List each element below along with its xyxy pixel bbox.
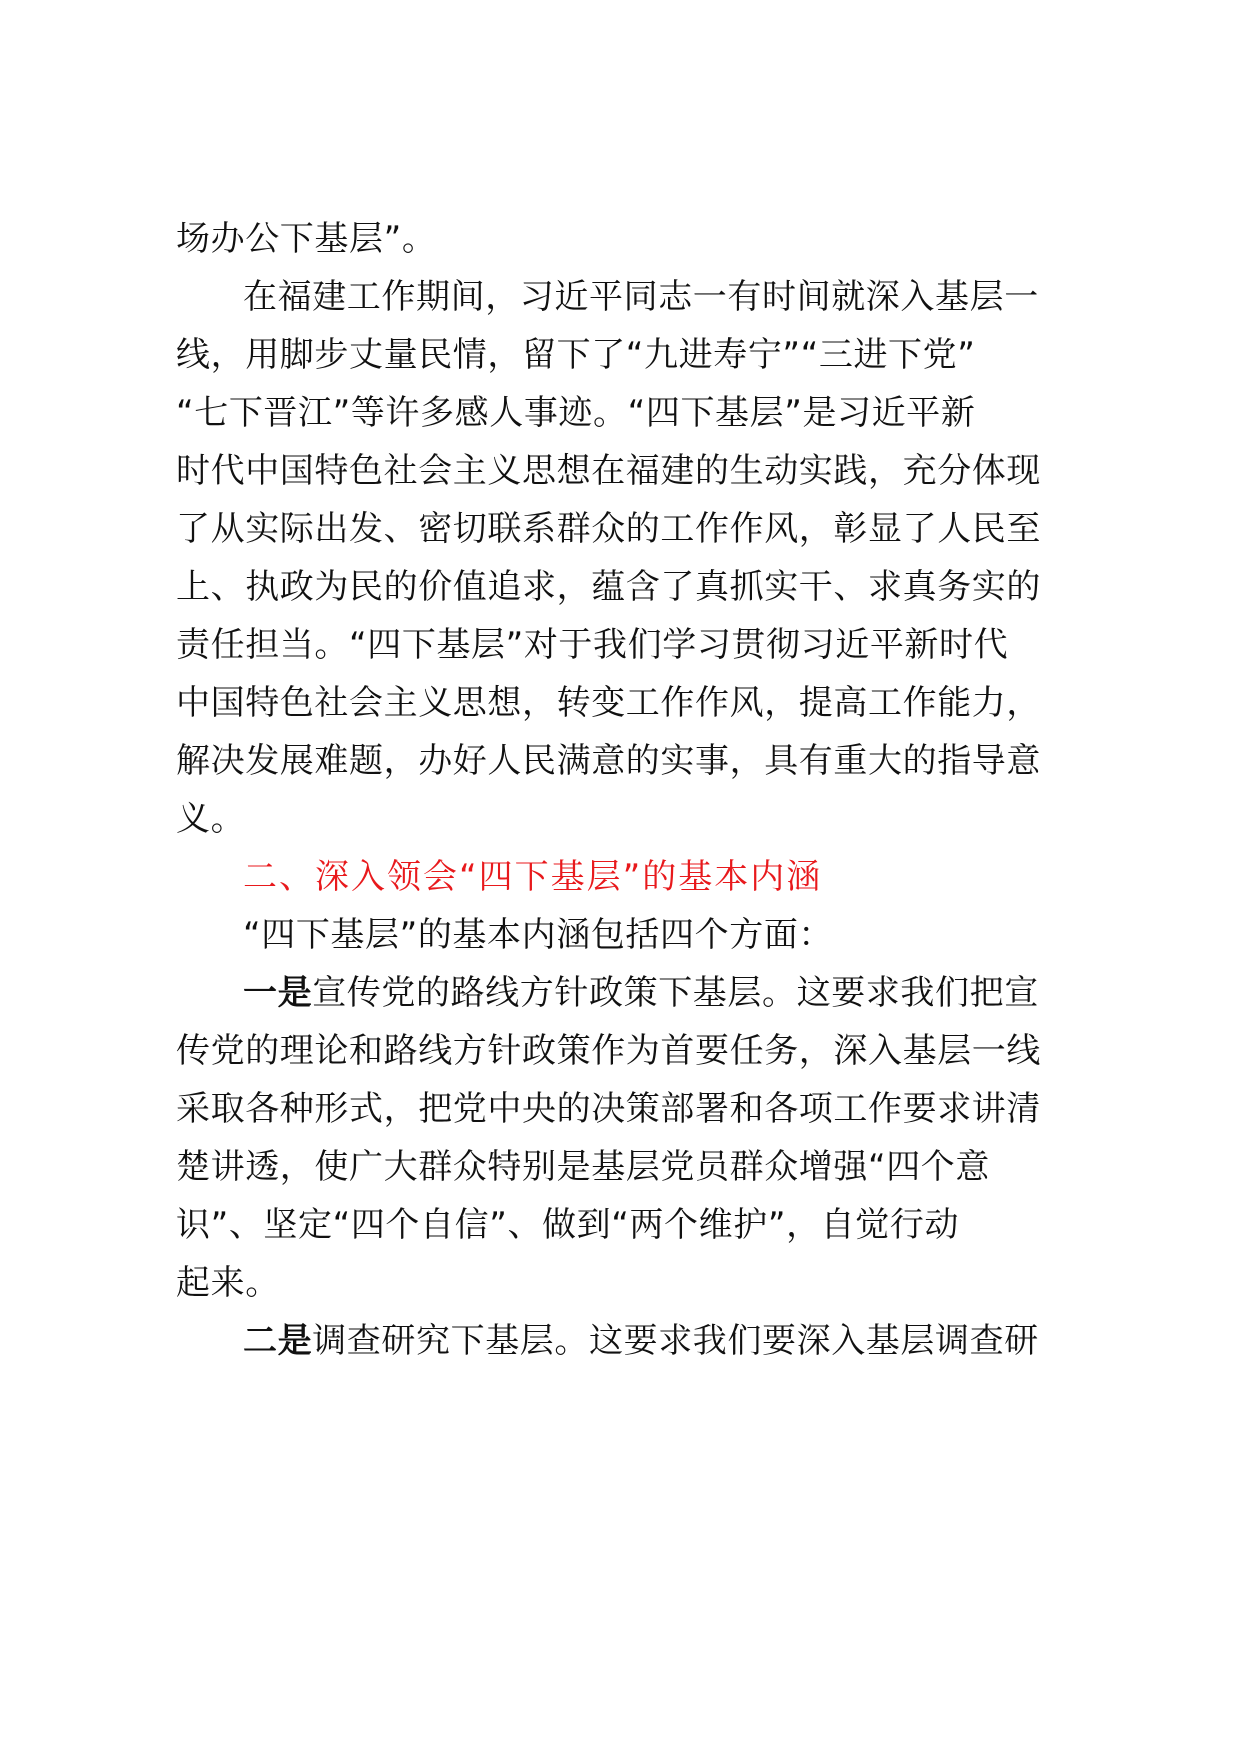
text-line: 传党的理论和路线方针政策作为首要任务，深入基层一线: [176, 1031, 1041, 1071]
text-line: 起来。: [176, 1263, 280, 1303]
text-line: 中国特色社会主义思想，转变工作作风，提高工作能力，: [176, 683, 1041, 723]
text-span: 宣传党的路线方针政策下基层。这要求我们把宣: [312, 973, 1039, 1013]
text-line: 责任担当。“四下基层”对于我们学习贯彻习近平新时代: [176, 625, 1009, 665]
text-line: [176, 961, 1151, 1025]
text-line: [176, 1309, 1151, 1373]
section-heading: 二、深入领会“四下基层”的基本内涵: [243, 857, 823, 897]
text-line: 时代中国特色社会主义思想在福建的生动实践，充分体现: [176, 451, 1041, 491]
text-line: 解决发展难题，办好人民满意的实事，具有重大的指导意: [176, 741, 1041, 781]
text-line: 采取各种形式，把党中央的决策部署和各项工作要求讲清: [176, 1089, 1041, 1129]
text-line: 义。: [176, 799, 246, 839]
text-line: 场办公下基层”。: [176, 219, 437, 259]
text-line: “七下晋江”等许多感人事迹。“四下基层”是习近平新: [176, 393, 976, 433]
text-line: “四下基层”的基本内涵包括四个方面：: [243, 915, 834, 955]
text-line: 了从实际出发、密切联系群众的工作作风，彰显了人民至: [176, 509, 1041, 549]
text-line: 上、执政为民的价值追求，蕴含了真抓实干、求真务实的: [176, 567, 1041, 607]
text-span: 调查研究下基层。这要求我们要深入基层调查研: [312, 1321, 1039, 1361]
text-line: 线，用脚步丈量民情，留下了“九进寿宁”“三进下党”: [176, 335, 976, 375]
paragraph-lead: 一是: [243, 973, 313, 1013]
text-line: 楚讲透，使广大群众特别是基层党员群众增强“四个意: [176, 1147, 991, 1187]
text-line: 在福建工作期间，习近平同志一有时间就深入基层一: [243, 277, 1039, 317]
paragraph-lead: 二是: [243, 1321, 313, 1361]
text-line: 识”、坚定“四个自信”、做到“两个维护”，自觉行动: [176, 1205, 960, 1245]
